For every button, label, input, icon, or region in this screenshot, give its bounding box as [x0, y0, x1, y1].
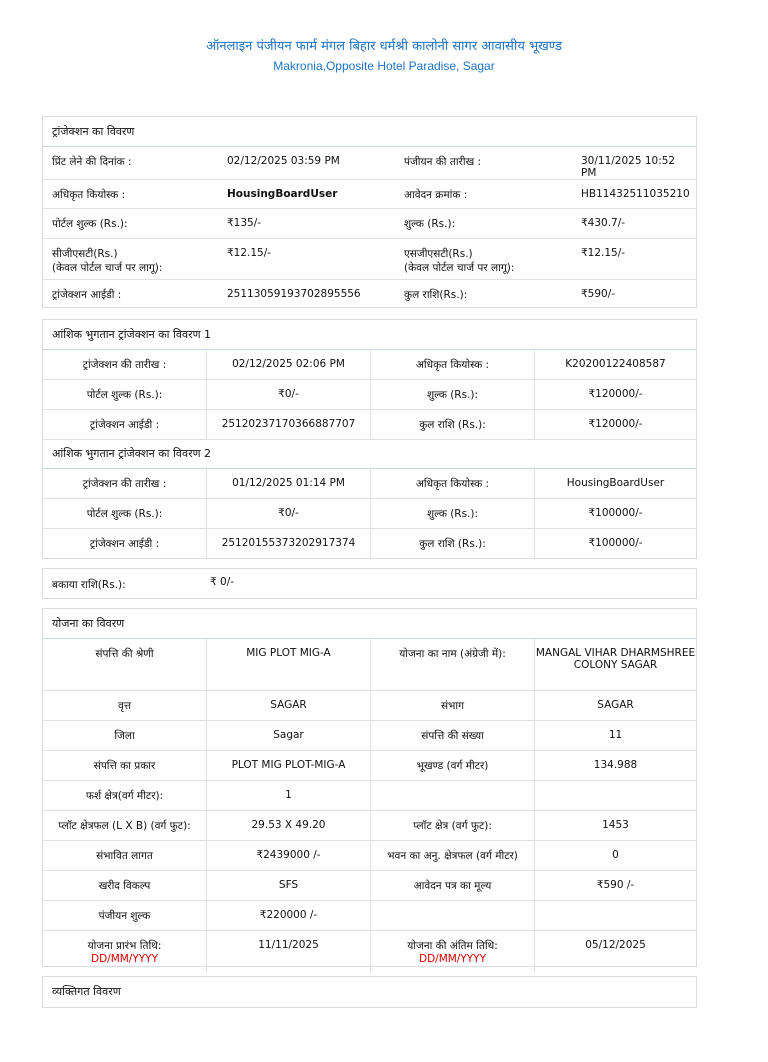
- plot-area-sqft-label: प्लॉट क्षेत्र (वर्ग फुट):: [371, 811, 535, 841]
- property-category-value: MIG PLOT MIG-A: [207, 639, 371, 691]
- empty-cell: [371, 901, 535, 931]
- table-row: [43, 239, 696, 280]
- plot-area-sqm-label: भूखण्ड (वर्ग मीटर): [371, 751, 535, 781]
- cgst-label: [43, 239, 218, 280]
- scheme-end-date-caption: योजना की अंतिम तिथि:: [407, 940, 498, 952]
- cgst-label-line1: सीजीएसटी(Rs.): [52, 248, 118, 260]
- plot-area-sqft-value: 1453: [535, 811, 697, 841]
- scheme-name-value: MANGAL VIHAR DHARMSHREE COLONY SAGAR: [535, 639, 697, 691]
- estimated-cost-value: ₹2439000 /-: [207, 841, 371, 871]
- plot-dimensions-label: प्लॉट क्षेत्रफल (L X B) (वर्ग फुट):: [43, 811, 207, 841]
- application-fee-label: आवेदन पत्र का मूल्य: [371, 871, 535, 901]
- table-row: [43, 721, 696, 751]
- partial-1-table: [43, 350, 696, 439]
- fee-label: शुल्क (Rs.):: [395, 209, 572, 239]
- table-row: [43, 691, 696, 721]
- table-row: [43, 639, 696, 691]
- district-label: जिला: [43, 721, 207, 751]
- scheme-title: योजना का विवरण: [43, 609, 696, 639]
- district-value: Sagar: [207, 721, 371, 751]
- partial-1-fee-value: ₹120000/-: [535, 380, 697, 410]
- partial-1-kiosk-label: अधिकृत कियोस्क :: [371, 350, 535, 380]
- property-category-label: संपत्ति की श्रेणी: [43, 639, 207, 691]
- application-fee-value: ₹590 /-: [535, 871, 697, 901]
- property-type-value: PLOT MIG PLOT-MIG-A: [207, 751, 371, 781]
- partial-2-kiosk-label: अधिकृत कियोस्क :: [371, 469, 535, 499]
- sgst-value: ₹12.15/-: [572, 239, 696, 280]
- partial-2-table: [43, 469, 696, 558]
- page-subtitle: Makronia,Opposite Hotel Paradise, Sagar: [273, 59, 495, 73]
- table-row: [43, 871, 696, 901]
- cgst-label-line2: (केवल पोर्टल चार्ज पर लागू):: [52, 262, 163, 274]
- table-row: [43, 147, 696, 180]
- table-row: [43, 380, 696, 410]
- partial-1-kiosk-value: K20200122408587: [535, 350, 697, 380]
- table-row: [43, 410, 696, 440]
- transaction-id-label: ट्रांजेक्शन आईडी :: [52, 289, 122, 301]
- plot-dimensions-value: 29.53 X 49.20: [207, 811, 371, 841]
- table-row: [43, 350, 696, 380]
- estimated-cost-label: संभावित लागत: [43, 841, 207, 871]
- table-row: [43, 280, 696, 310]
- purchase-option-value: SFS: [207, 871, 371, 901]
- floor-area-label: फर्श क्षेत्र(वर्ग मीटर):: [43, 781, 207, 811]
- partial-2-fee-value: ₹100000/-: [535, 499, 697, 529]
- table-row: [43, 811, 696, 841]
- partial-2-transaction-id-label: ट्रांजेक्शन आईडी :: [43, 529, 207, 559]
- empty-cell: [535, 901, 697, 931]
- application-number-value: HB11432511035210: [572, 180, 696, 209]
- table-row: [43, 781, 696, 811]
- balance-card: [42, 568, 697, 599]
- partial-1-transaction-id-value: 25120237170366887707: [207, 410, 371, 440]
- page-title: ऑनलाइन पंजीयन फार्म मंगल बिहार धर्मश्री कालोनी सागर आवासीय भूखण्ड: [206, 39, 562, 54]
- partial-2-portal-fee-value: ₹0/-: [207, 499, 371, 529]
- plot-area-sqm-value: 134.988: [535, 751, 697, 781]
- portal-fee-value: ₹135/-: [218, 209, 395, 239]
- building-area-value: 0: [535, 841, 697, 871]
- scheme-name-label: योजना का नाम (अंग्रेजी में):: [371, 639, 535, 691]
- print-date-value: 02/12/2025 03:59 PM: [218, 147, 395, 180]
- circle-label: वृत्त: [43, 691, 207, 721]
- partial-1-total-label: कुल राशि (Rs.):: [371, 410, 535, 440]
- scheme-end-date-label: [371, 931, 535, 973]
- building-area-label: भवन का अनु. क्षेत्रफल (वर्ग मीटर): [371, 841, 535, 871]
- partial-2-kiosk-value: HousingBoardUser: [535, 469, 697, 499]
- table-row: [43, 841, 696, 871]
- transaction-title: ट्रांजेक्शन का विवरण: [43, 117, 696, 147]
- partial-2-date-label: ट्रांजेक्शन की तारीख :: [43, 469, 207, 499]
- scheme-table: [43, 639, 696, 972]
- scheme-card: [42, 608, 697, 967]
- scheme-start-date-label: [43, 931, 207, 973]
- table-row: [43, 751, 696, 781]
- registration-date-value: 30/11/2025 10:52 PM: [572, 147, 696, 180]
- division-label: संभाग: [371, 691, 535, 721]
- portal-fee-label: पोर्टल शुल्क (Rs.):: [43, 209, 218, 239]
- transaction-table: [43, 147, 696, 310]
- total-amount-value: ₹590/-: [581, 288, 616, 300]
- property-count-value: 11: [535, 721, 697, 751]
- partial-1-date-label: ट्रांजेक्शन की तारीख :: [43, 350, 207, 380]
- registration-date-label: पंजीयन की तारीख :: [395, 147, 572, 180]
- date-format-hint: DD/MM/YYYY: [418, 953, 487, 965]
- partial-1-total-value: ₹120000/-: [535, 410, 697, 440]
- transaction-card: [42, 116, 697, 308]
- division-value: SAGAR: [535, 691, 697, 721]
- partial-2-title: आंशिक भुगतान ट्रांजेक्शन का विवरण 2: [43, 439, 696, 469]
- date-format-hint: DD/MM/YYYY: [90, 953, 159, 965]
- purchase-option-label: खरीद विकल्प: [43, 871, 207, 901]
- personal-details-title: व्यक्तिगत विवरण: [43, 977, 696, 1006]
- property-type-label: संपत्ति का प्रकार: [43, 751, 207, 781]
- sgst-label: [395, 239, 572, 280]
- table-row: [43, 901, 696, 931]
- partial-2-total-value: ₹100000/-: [535, 529, 697, 559]
- empty-cell: [371, 781, 535, 811]
- table-row: [43, 499, 696, 529]
- kiosk-label: अधिकृत कियोस्क :: [43, 180, 218, 209]
- scheme-end-date-value: 05/12/2025: [535, 931, 697, 973]
- floor-area-value: 1: [207, 781, 371, 811]
- balance-label: बकाया राशि(Rs.):: [52, 579, 126, 591]
- table-row: [43, 931, 696, 973]
- table-row: [43, 529, 696, 559]
- partial-1-fee-label: शुल्क (Rs.):: [371, 380, 535, 410]
- registration-fee-value: ₹220000 /-: [207, 901, 371, 931]
- kiosk-value: HousingBoardUser: [218, 180, 395, 209]
- partial-2-fee-label: शुल्क (Rs.):: [371, 499, 535, 529]
- table-row: [43, 469, 696, 499]
- empty-cell: [535, 781, 697, 811]
- personal-details-card: [42, 976, 697, 1008]
- table-row: [43, 209, 696, 239]
- print-date-label: प्रिंट लेने की दिनांक :: [43, 147, 218, 180]
- property-count-label: संपत्ति की संख्या: [371, 721, 535, 751]
- partial-1-date-value: 02/12/2025 02:06 PM: [207, 350, 371, 380]
- balance-value: ₹ 0/-: [210, 576, 235, 588]
- transaction-id-value: 25113059193702895556: [227, 288, 361, 300]
- partial-2-transaction-id-value: 25120155373202917374: [207, 529, 371, 559]
- partial-2-date-value: 01/12/2025 01:14 PM: [207, 469, 371, 499]
- application-number-label: आवेदन क्रमांक :: [395, 180, 572, 209]
- partial-2-portal-fee-label: पोर्टल शुल्क (Rs.):: [43, 499, 207, 529]
- partial-1-transaction-id-label: ट्रांजेक्शन आईडी :: [43, 410, 207, 440]
- scheme-start-date-value: 11/11/2025: [207, 931, 371, 973]
- sgst-label-line1: एसजीएसटी(Rs.): [404, 248, 473, 260]
- circle-value: SAGAR: [207, 691, 371, 721]
- registration-fee-label: पंजीयन शुल्क: [43, 901, 207, 931]
- total-amount-label: कुल राशि(Rs.):: [404, 289, 468, 301]
- partial-payments-card: [42, 319, 697, 559]
- partial-1-portal-fee-value: ₹0/-: [207, 380, 371, 410]
- table-row: [43, 180, 696, 209]
- sgst-label-line2: (केवल पोर्टल चार्ज पर लागू):: [404, 262, 515, 274]
- partial-1-title: आंशिक भुगतान ट्रांजेक्शन का विवरण 1: [43, 320, 696, 350]
- scheme-start-date-caption: योजना प्रारंभ तिथि:: [87, 940, 162, 952]
- fee-value: ₹430.7/-: [572, 209, 696, 239]
- partial-1-portal-fee-label: पोर्टल शुल्क (Rs.):: [43, 380, 207, 410]
- partial-2-total-label: कुल राशि (Rs.):: [371, 529, 535, 559]
- cgst-value: ₹12.15/-: [218, 239, 395, 280]
- page-header: [0, 38, 768, 75]
